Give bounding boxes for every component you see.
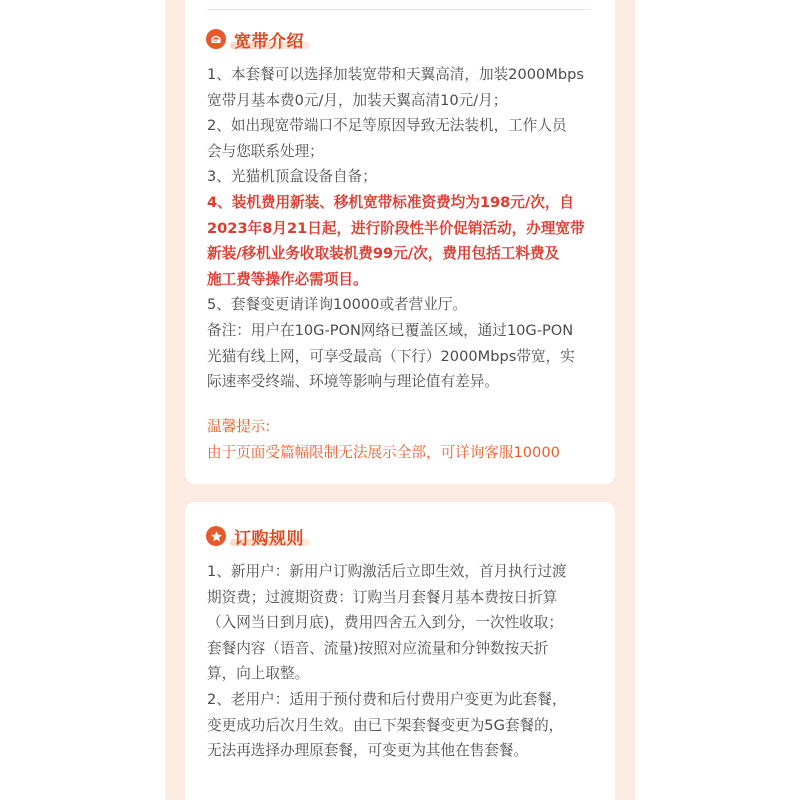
text-line: 期资费；过渡期资费：订购当月套餐月基本费按日折算 [207, 588, 558, 606]
text-line: 无法再选择办理原套餐，可变更为其他在售套餐。 [207, 742, 529, 760]
tip-text: 由于页面受篇幅限制无法展示全部，可详询客服10000 [207, 443, 560, 461]
text-line: 光猫有线上网，可享受最高（下行）2000Mbps带宽，实 [207, 347, 575, 365]
tip-title: 温馨提示: [207, 418, 271, 435]
text-line: 4、装机费用新装、移机宽带标准资费均为198元/次，自 [207, 193, 575, 211]
text-line: 新装/移机业务收取装机费99元/次，费用包括工料费及 [207, 245, 560, 263]
text-line: 2、如出现宽带端口不足等原因导致无法装机，工作人员 [207, 117, 567, 135]
text-line: 3、光猫机顶盒设备自备； [207, 168, 377, 186]
tip-block [207, 414, 607, 465]
text-line: 2、老用户：适用于预付费和后付费用户变更为此套餐， [207, 690, 567, 708]
rules-section-header [206, 521, 304, 551]
section-title: 订购规则 [234, 528, 304, 549]
text-line: 1、新用户：新用户订购激活后立即生效，首月执行过渡 [207, 563, 567, 580]
text-line: 施工费等操作必需项目。 [207, 270, 368, 288]
rules-text [207, 559, 607, 764]
divider [207, 9, 591, 10]
text-line: 变更成功后次月生效。由已下架套餐变更为5G套餐的， [207, 716, 564, 734]
text-line: 算，向上取整。 [207, 665, 310, 683]
text-line: 套餐内容（语音、流量)按照对应流量和分钟数按天折 [207, 639, 549, 657]
text-line: 1、本套餐可以选择加装宽带和天翼高清，加装2000Mbps [207, 66, 585, 83]
broadband-icon [206, 29, 226, 49]
text-line: 备注：用户在10G-PON网络已覆盖区域，通过10G-PON [207, 321, 574, 339]
text-line: 宽带月基本费0元/月，加装天翼高清10元/月； [207, 91, 508, 109]
broadband-text [207, 62, 607, 395]
text-line: 2023年8月21日起，进行阶段性半价促销活动，办理宽带 [207, 219, 585, 237]
text-line: 5、套餐变更请详询10000或者营业厅。 [207, 296, 468, 314]
broadband-section-header [206, 24, 304, 54]
section-title: 宽带介绍 [234, 31, 304, 52]
text-line: 会与您联系处理； [207, 142, 324, 160]
text-line: 际速率受终端、环境等影响与理论值有差异。 [207, 373, 499, 391]
star-icon [206, 526, 226, 546]
text-line: （入网当日到月底)，费用四舍五入到分，一次性收取； [207, 614, 563, 632]
